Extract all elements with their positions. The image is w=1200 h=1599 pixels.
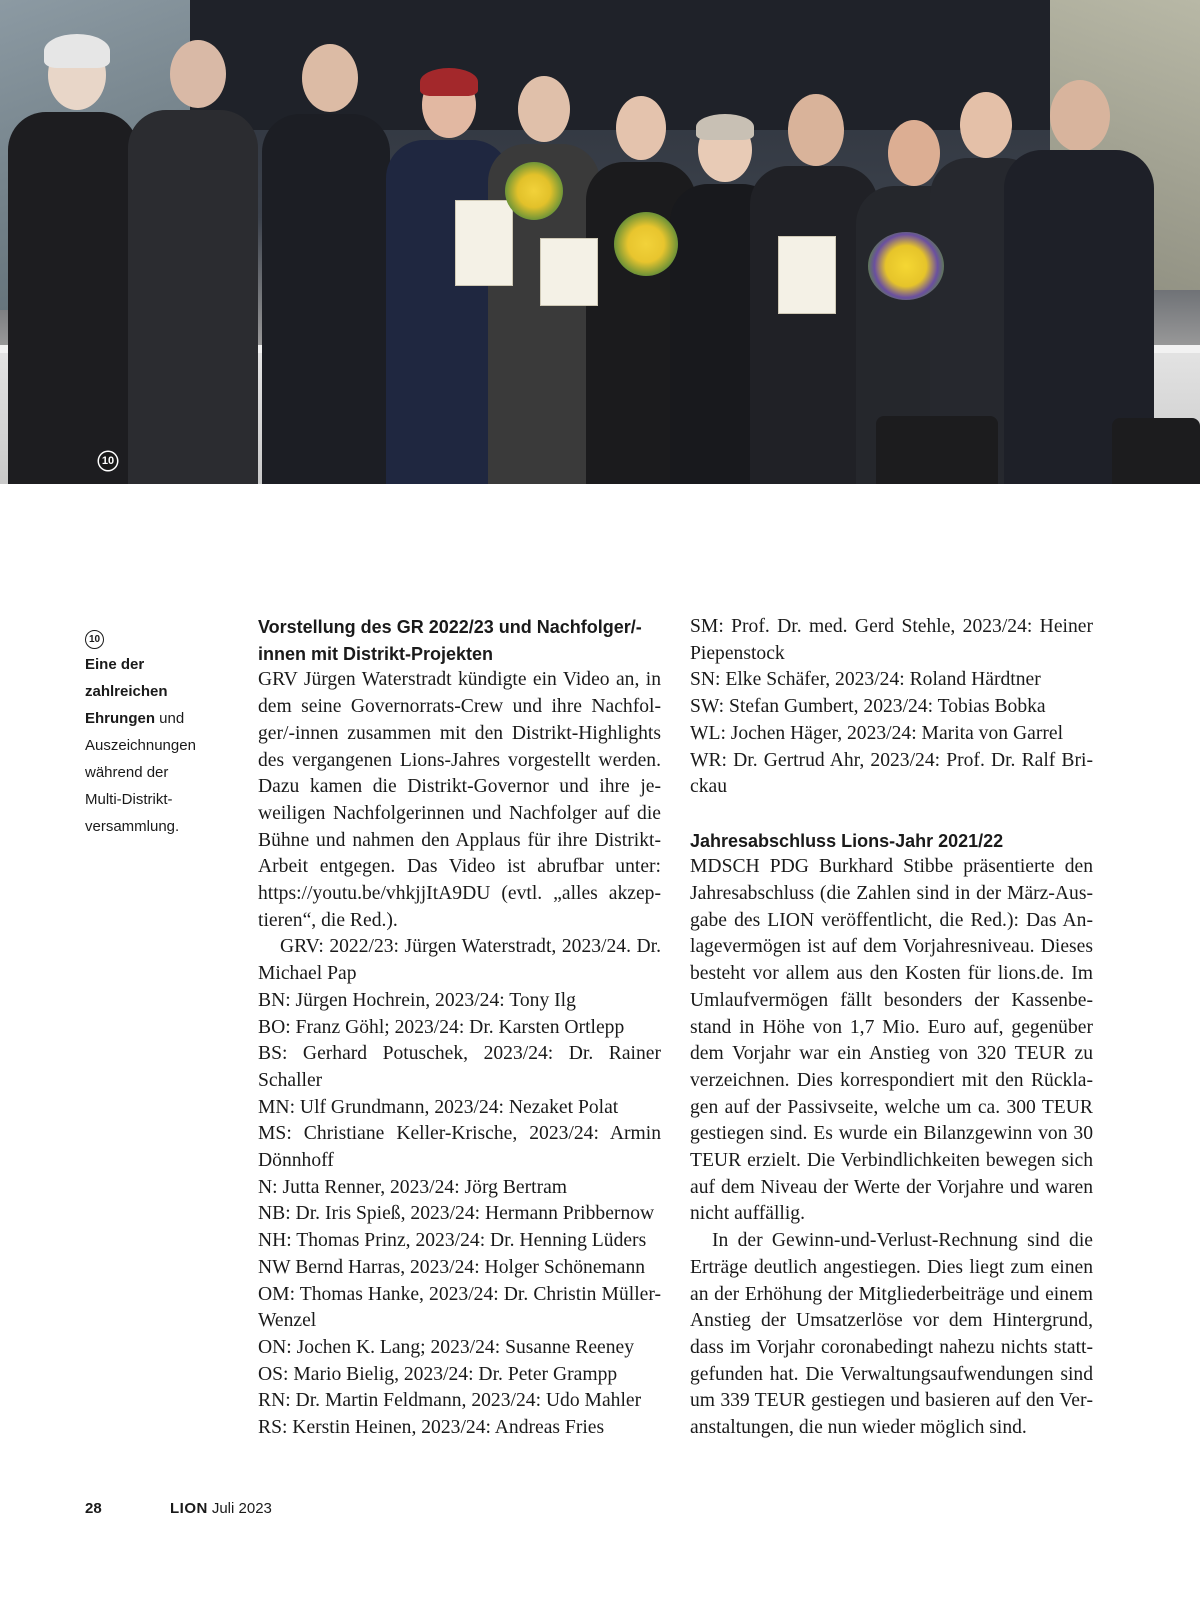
governor-entry: BO: Franz Göhl; 2023/24: Dr. Karsten Ortlepp [258, 1016, 625, 1038]
governor-entry: SN: Elke Schäfer, 2023/24: Roland Härdtner [690, 669, 1041, 691]
governor-entry: OM: Thomas Hanke, 2023/24: Dr. Christin Müller-Wenzel [258, 1283, 661, 1332]
governor-entry: WR: Dr. Gertrud Ahr, 2023/24: Prof. Dr. Ralf Brickau [690, 749, 1093, 798]
caption-text: und [155, 710, 185, 727]
caption-line [85, 813, 235, 840]
district-governor-list [258, 988, 661, 1442]
caption-text: Auszeichnungen [85, 737, 196, 754]
photo-bouquet [505, 162, 563, 220]
district-governor-list-continued [690, 614, 1093, 801]
governor-entry: RS: Kerstin Heinen, 2023/24: Andreas Fries [258, 1417, 605, 1439]
governor-entry: BS: Gerhard Potuschek, 2023/24: Dr. Rainer Schaller [258, 1043, 661, 1091]
photo-bouquet [614, 212, 678, 276]
caption-line [85, 759, 235, 786]
finance-paragraph-1: MDSCH PDG Burkhard Stibbe präsentierte den Jahresabschluss (die Zahlen sind in der März-Ausgabe des LION veröffentlicht, die Red.): Das Anlagevermögen ist auf dem Vorjahresniveau. Dieses besteht vor allem aus den Kosten für lions.de. Im Umlaufvermögen fällt besonders der Kassenbestand in Höhe von 1,7 Mio. Euro auf, gegenüber dem Vorjahr war ein Anstieg von 320 TEUR zu verzeichnen. Dies korrespondiert mit den Rücklagen auf der Passivseite, welche um ca. 300 TEUR gestiegen sind. Es wurde ein Bilanzgewinn von 30 TEUR erzielt. Die Verbindlichkeiten bewegen sich auf dem Niveau der Werte der Vorjahre und waren nicht auffällig. [690, 856, 1093, 1225]
article-column-1 [258, 614, 661, 1442]
governor-entry: RN: Dr. Martin Feldmann, 2023/24: Udo Mahler [258, 1390, 642, 1412]
governor-entry: SW: Stefan Gumbert, 2023/24: Tobias Bobka [690, 696, 1046, 718]
caption-line [85, 705, 235, 732]
issue-date: Juli 2023 [211, 1500, 272, 1517]
governor-entry: MN: Ulf Grundmann, 2023/24: Nezaket Polat [258, 1096, 619, 1118]
grv-entry: GRV: 2022/23: Jürgen Waterstradt, 2023/24. Dr. Michael Pap [258, 936, 661, 985]
caption-text: Multi-Distrikt- [85, 791, 173, 808]
article-column-2 [690, 614, 1093, 1442]
photo-certificate [778, 236, 836, 314]
photo-certificate [455, 200, 513, 286]
caption-line [85, 651, 235, 678]
photo-number-marker: 10 [99, 452, 117, 470]
section-spacer [690, 801, 1093, 828]
photo-caption [85, 624, 235, 840]
magazine-title: LION [170, 1500, 208, 1517]
governor-entry: SM: Prof. Dr. med. Gerd Stehle, 2023/24: Heiner Piepenstock [690, 616, 1093, 664]
finance-paragraph-2: In der Gewinn-und-Verlust-Rechnung sind die Erträge deutlich angestiegen. Dies liegt zum einen an der Erhöhung der Mitgliederbeiträge und einem Anstieg der Umsatzerlöse vor dem Hintergrund, dass im Vorjahr coronabedingt nahezu nichts stattgefunden hat. Die Verwaltungsaufwendungen sind um 339 TEUR gestiegen und basieren auf den Veranstaltungen, die nun wieder möglich sind. [690, 1230, 1093, 1439]
section-heading-jahresabschluss: Jahresabschluss Lions-Jahr 2021/22 [690, 830, 1004, 851]
photo-person [128, 40, 258, 484]
governor-entry: OS: Mario Bielig, 2023/24: Dr. Peter Grampp [258, 1363, 618, 1385]
photo-chair [1112, 418, 1200, 484]
section-heading-vorstellung: Vorstellung des GR 2022/23 und Nachfolger/-innen mit Distrikt-Projekten [258, 617, 642, 664]
governor-entry: MS: Christiane Keller-Krische, 2023/24: Armin Dönnhoff [258, 1123, 661, 1172]
governor-entry: BN: Jürgen Hochrein, 2023/24: Tony Ilg [258, 989, 576, 1011]
photo-person [8, 40, 138, 484]
governor-entry: NB: Dr. Iris Spieß, 2023/24: Hermann Pribbernow [258, 1203, 655, 1225]
magazine-name [170, 1500, 272, 1517]
governor-entry: NW Bernd Harras, 2023/24: Holger Schönemann [258, 1256, 646, 1278]
caption-bold-text: Eine der [85, 656, 145, 673]
caption-text: während der [85, 764, 169, 781]
group-photo [0, 0, 1200, 484]
caption-text: versammlung. [85, 818, 180, 835]
caption-bold-text: zahlreichen [85, 683, 168, 700]
photo-bouquet [868, 232, 944, 300]
caption-bold-text: Ehrungen [85, 710, 155, 727]
governor-entry: ON: Jochen K. Lang; 2023/24: Susanne Reeney [258, 1336, 635, 1358]
caption-line [85, 732, 235, 759]
caption-number-marker: 10 [85, 630, 104, 649]
governor-entry: N: Jutta Renner, 2023/24: Jörg Bertram [258, 1176, 568, 1198]
intro-paragraph: GRV Jürgen Waterstradt kündigte ein Video an, in dem seine Governorrats-Crew und ihre Nachfolger/-innen zusammen mit den Distrikt-Highlights des vergangenen Lions-Jahres vorgestellt werden. Dazu kamen die Distrikt-Governor und ihre jeweiligen Nachfolgerinnen und Nachfolger auf die Bühne und nahmen den Applaus für ihre Distrikt-Arbeit entgegen. Das Video ist abrufbar unter: https://youtu.be/vhkjjItA9DU (evtl. „alles akzeptieren“, die Red.). [258, 669, 661, 931]
page-number: 28 [85, 1500, 102, 1517]
photo-person [262, 44, 390, 484]
caption-line [85, 786, 235, 813]
governor-entry: NH: Thomas Prinz, 2023/24: Dr. Henning Lüders [258, 1230, 647, 1252]
photo-certificate [540, 238, 598, 306]
governor-entry: WL: Jochen Häger, 2023/24: Marita von Garrel [690, 722, 1064, 744]
photo-chair [876, 416, 998, 484]
caption-line [85, 678, 235, 705]
